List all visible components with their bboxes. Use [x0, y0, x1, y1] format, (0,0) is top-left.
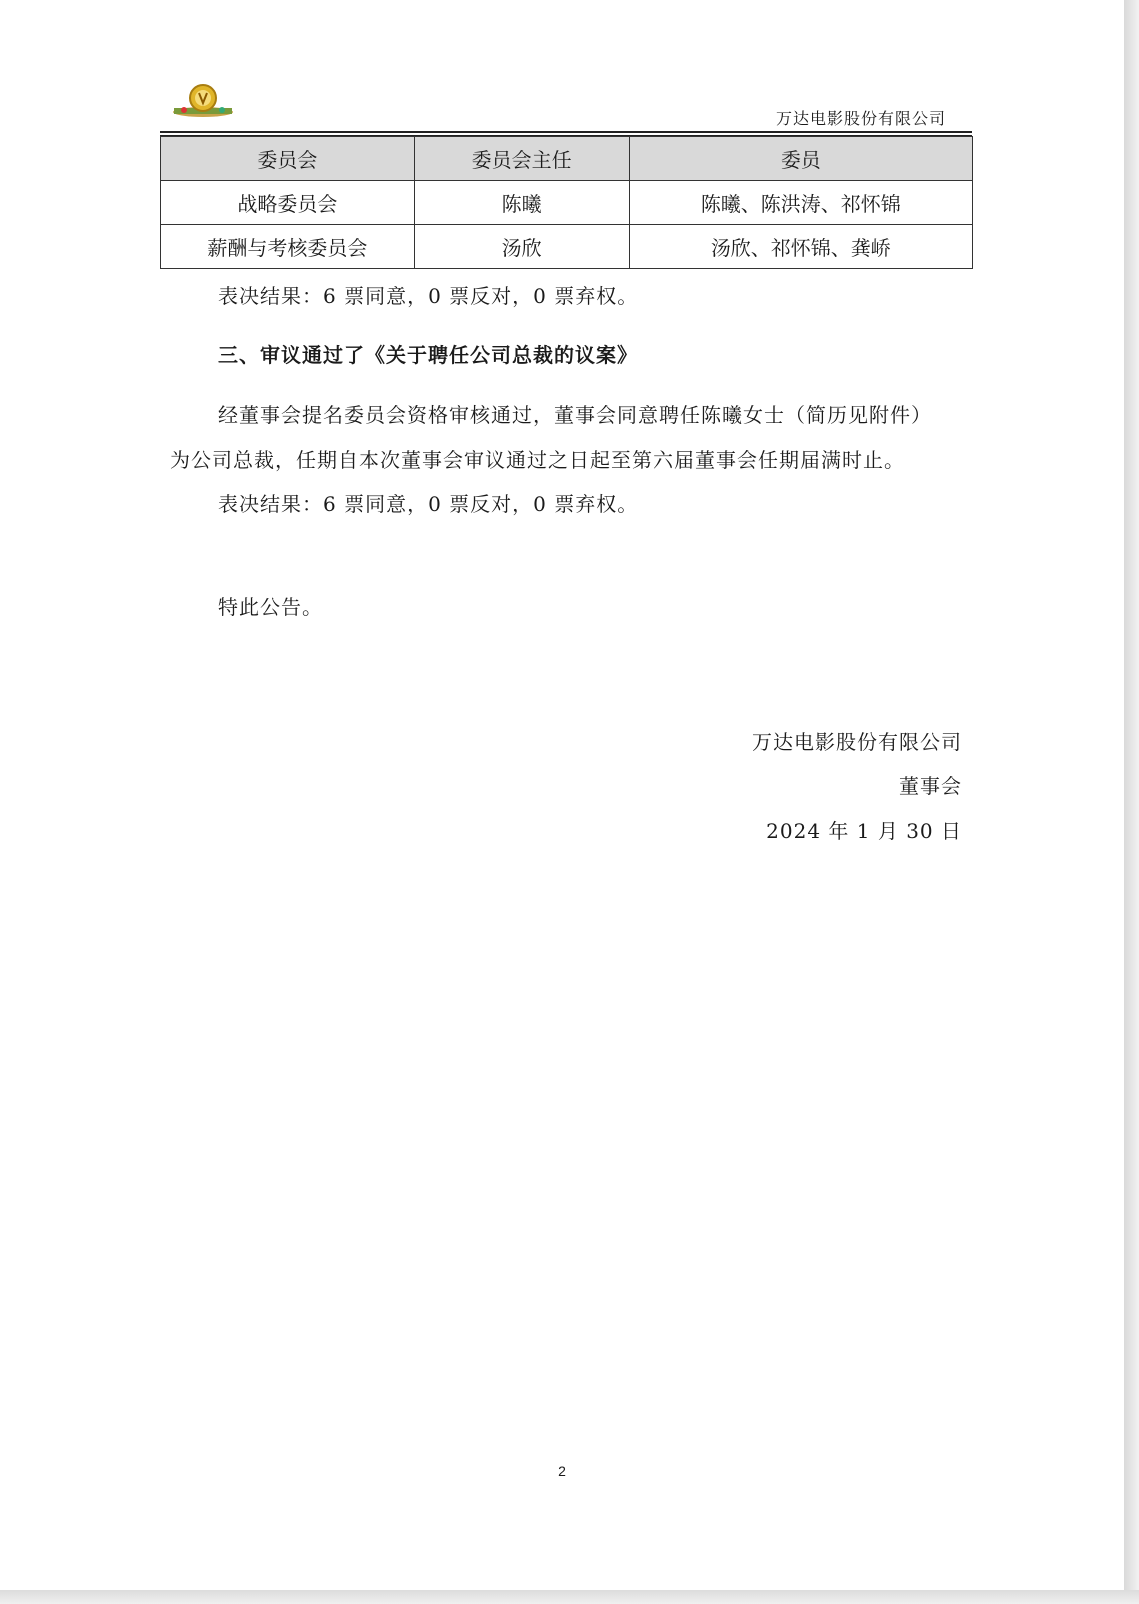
column-header: 委员 [629, 137, 972, 181]
vote-result-1: 表决结果：6 票同意，0 票反对，0 票弃权。 [218, 284, 639, 308]
table-cell: 战略委员会 [161, 181, 415, 225]
section-3-text-line-1: 经董事会提名委员会资格审核通过，董事会同意聘任陈曦女士（简历见附件） [218, 403, 932, 427]
signature-company: 万达电影股份有限公司 [752, 730, 962, 754]
signature-board: 董事会 [899, 774, 962, 798]
column-header: 委员会主任 [414, 137, 629, 181]
section-3-title: 三、审议通过了《关于聘任公司总裁的议案》 [218, 343, 638, 367]
table-cell: 汤欣 [414, 225, 629, 269]
table-cell: 陈曦、陈洪涛、祁怀锦 [629, 181, 972, 225]
company-logo-icon [170, 78, 236, 122]
header-company-name: 万达电影股份有限公司 [775, 109, 946, 128]
column-header: 委员会 [161, 137, 415, 181]
header-rule [160, 131, 972, 133]
committee-table [160, 136, 973, 269]
table-row [161, 225, 973, 269]
table-row [161, 181, 973, 225]
vote-result-2: 表决结果：6 票同意，0 票反对，0 票弃权。 [218, 492, 639, 516]
signature-date: 2024 年 1 月 30 日 [766, 819, 962, 843]
table-cell: 薪酬与考核委员会 [161, 225, 415, 269]
page-bottom-shadow [0, 1590, 1139, 1604]
page-edge-shadow [1124, 0, 1139, 1604]
table-header-row [161, 137, 973, 181]
table-cell: 陈曦 [414, 181, 629, 225]
page-number: 2 [558, 1463, 566, 1479]
closing-statement: 特此公告。 [218, 595, 323, 619]
table-cell: 汤欣、祁怀锦、龚峤 [629, 225, 972, 269]
section-3-text-line-2: 为公司总裁，任期自本次董事会审议通过之日起至第六届董事会任期届满时止。 [170, 448, 905, 472]
